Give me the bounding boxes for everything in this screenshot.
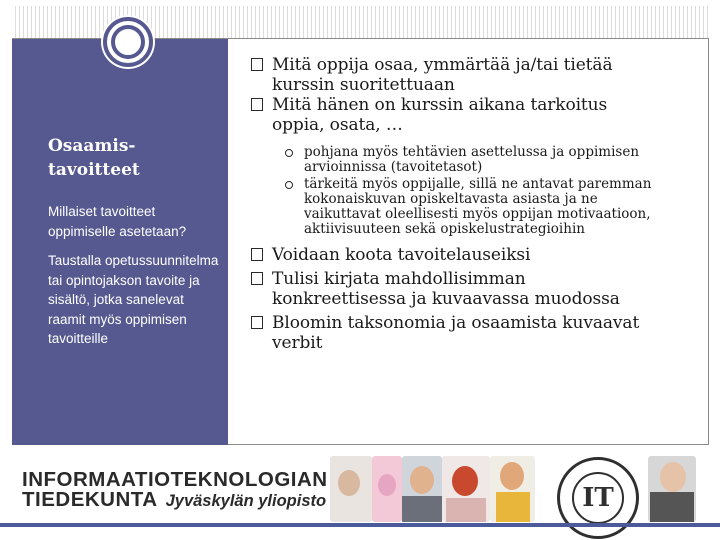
- photo: [490, 456, 535, 522]
- sub-list: [284, 145, 703, 237]
- sidebar-title: [48, 134, 228, 182]
- sub-list-item: pohjana myös tehtävien asettelussa ja oppimisen arvioinnissa (tavoitetasot): [304, 145, 703, 175]
- faculty-logo: [22, 470, 328, 511]
- sidebar-title-line1: Osaamis-: [48, 136, 136, 156]
- bullet-item: Mitä oppija osaa, ymmärtää ja/tai tietää kurssin suoritettuaan: [248, 55, 703, 95]
- photo: [372, 456, 402, 522]
- sidebar-background-text: Taustalla opetussuunnitelma tai opintojakson tavoite ja sisältö, jotka sanelevat raamit myös oppimisen tavoitteille: [48, 253, 219, 346]
- logo-line1: INFORMAATIOTEKNOLOGIAN: [22, 468, 328, 491]
- bullet-item: Voidaan koota tavoitelauseiksi: [248, 245, 703, 265]
- university-name: Jyväskylän yliopisto: [165, 492, 327, 510]
- circle-bullet-icon: [285, 149, 293, 157]
- bullet-item: Mitä hänen on kurssin aikana tarkoitus oppia, osata, …: [248, 95, 703, 135]
- circle-bullet-icon: [285, 181, 293, 189]
- square-bullet-icon: [251, 272, 263, 285]
- square-bullet-icon: [251, 58, 263, 71]
- photo: [402, 456, 442, 522]
- sub-list-item: tärkeitä myös oppijalle, sillä ne antavat paremman kokonaiskuvan opiskeltavasta asiasta ja ne vaikuttavat oleellisesti myös oppijan motivaatioon, aktiivisuuteen sekä opiskelustrategioihin: [304, 177, 703, 237]
- square-bullet-icon: [251, 98, 263, 111]
- logo-line2: TIEDEKUNTA: [22, 488, 158, 511]
- sidebar-title-line2: tavoitteet: [48, 160, 140, 180]
- square-bullet-icon: [251, 248, 263, 261]
- footer-rule: [0, 523, 720, 527]
- bullet-item: Tulisi kirjata mahdollisimman konkreettisessa ja kuvaavassa muodossa: [248, 269, 703, 309]
- people-photo-strip: [330, 456, 720, 522]
- photo: [330, 456, 372, 522]
- square-bullet-icon: [251, 316, 263, 329]
- circle-ornament-icon: [103, 17, 153, 67]
- bullet-item: Bloomin taksonomia ja osaamista kuvaavat verbit: [248, 313, 703, 353]
- photo: [648, 456, 696, 522]
- sidebar-panel: [12, 39, 228, 445]
- seal-center: IT: [572, 472, 624, 524]
- photo: [442, 456, 490, 522]
- sidebar-question: Millaiset tavoitteet oppimiselle asetetaan?: [48, 204, 187, 239]
- main-content: [248, 55, 703, 353]
